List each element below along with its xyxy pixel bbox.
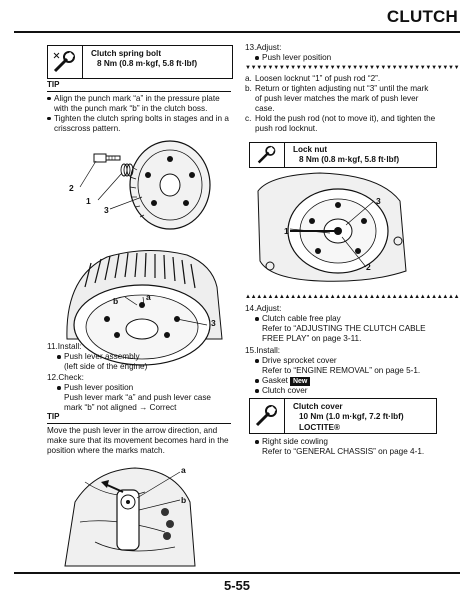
tip-label: TIP [47,80,60,89]
torque-extra: LOCTITE® [299,422,341,432]
step-item: Push lever assembly [57,352,231,362]
step-item: Gasket New [255,376,437,386]
procedure-start-markers: ▼▼▼▼▼▼▼▼▼▼▼▼▼▼▼▼▼▼▼▼▼▼▼▼▼▼▼▼▼▼▼▼▼▼▼▼▼▼ [245,65,460,71]
step-note: Refer to “GENERAL CHASSIS” on page 4-1. [262,447,425,456]
callout-label: b [113,296,119,306]
clutch-assembly-illustration [47,247,231,339]
tip-rule [47,91,231,92]
step-title: 12.Check: [47,373,84,382]
step-item: Drive sprocket cover [255,356,437,366]
callout-label: a [181,465,186,475]
step-title: 11.Install: [47,342,82,351]
tip-item: Align the punch mark “a” in the pressure plate with the punch mark “b” in the clutch boss. [47,94,231,114]
step-14 [245,304,437,344]
step-15 [245,346,437,396]
step-item: Clutch cover [255,386,437,396]
step-title: 13.Adjust: [245,43,282,52]
torque-value: 8 Nm (0.8 m·kgf, 5.8 ft·lbf) [299,155,400,165]
step-13 [245,43,460,134]
torque-spec-clutch-spring-bolt [47,45,233,79]
tip-text: Move the push lever in the arrow direction, and make sure that its movement becomes hard in the position where the marks match. [47,425,229,455]
step-item: Clutch cable free play [255,314,437,324]
final-install-item [245,437,437,457]
locknut-adjustment-illustration [250,171,410,283]
step-title: 15.Install: [245,346,281,355]
callout-label: 3 [211,318,216,328]
header-rule [14,31,460,33]
callout-label: 1 [86,196,91,206]
step-12 [47,373,231,413]
tip-box-1 [47,80,231,134]
step-11 [47,342,231,372]
torque-name: Lock nut [293,145,328,154]
figure-clutch-assembly [47,247,231,339]
substep: c. Hold the push rod (not to move it), and tighten the push rod locknut. [245,114,436,134]
callout-label: 2 [69,183,74,193]
step-item: Push lever position [255,53,437,63]
push-lever-illustration [55,462,205,566]
figure-locknut-adjustment [250,171,410,283]
procedure-end-markers: ▲▲▲▲▲▲▲▲▲▲▲▲▲▲▲▲▲▲▲▲▲▲▲▲▲▲▲▲▲▲▲▲▲▲▲▲▲▲ [245,294,460,300]
step-title: 14.Adjust: [245,304,282,313]
torque-name: Clutch cover [293,402,343,411]
callout-label: 3 [376,196,381,206]
torque-name: Clutch spring bolt [91,49,162,58]
torque-spec-clutch-cover [249,398,437,434]
page-number: 5-55 [223,578,251,593]
footer-rule [14,572,460,574]
tip-label: TIP [47,412,60,421]
tip-item: Tighten the clutch spring bolts in stages and in a crisscross pattern. [47,114,231,134]
tip-box-2 [47,412,231,456]
wrench-icon [250,143,285,167]
callout-label: 1 [284,226,289,236]
step-note: Push lever mark “a” and push lever case mark “b” not aligned → Correct [64,393,211,412]
figure-push-lever [55,462,205,566]
callout-label: 2 [366,262,371,272]
substep: b. Return or tighten adjusting nut “3” until the mark of push lever matches the mark of push lever case. [245,84,429,114]
callout-label: a [146,292,151,302]
pressure-plate-illustration [62,137,217,242]
substep: a. Loosen locknut “1” of push rod “2”. [245,74,381,84]
tip-rule [47,423,231,424]
step-note: (left side of the engine) [64,362,148,371]
wrench-icon [250,399,285,433]
torque-value: 10 Nm (1.0 m·kgf, 7.2 ft·lbf) [299,412,404,422]
torque-value: 8 Nm (0.8 m·kgf, 5.8 ft·lbf) [97,59,198,69]
page-header-title: CLUTCH [386,7,458,26]
wrench-icon [48,46,83,78]
torque-spec-lock-nut [249,142,437,168]
step-note: Refer to “ADJUSTING THE CLUTCH CABLE FREE PLAY” on page 3-11. [262,324,426,343]
callout-label: b [181,495,187,505]
callout-label: 3 [104,205,109,215]
step-note: Refer to “ENGINE REMOVAL” on page 5-1. [262,366,421,375]
new-badge: New [290,377,310,386]
step-item: Right side cowling [255,437,437,447]
figure-pressure-plate [62,137,217,242]
step-item: Push lever position [57,383,231,393]
